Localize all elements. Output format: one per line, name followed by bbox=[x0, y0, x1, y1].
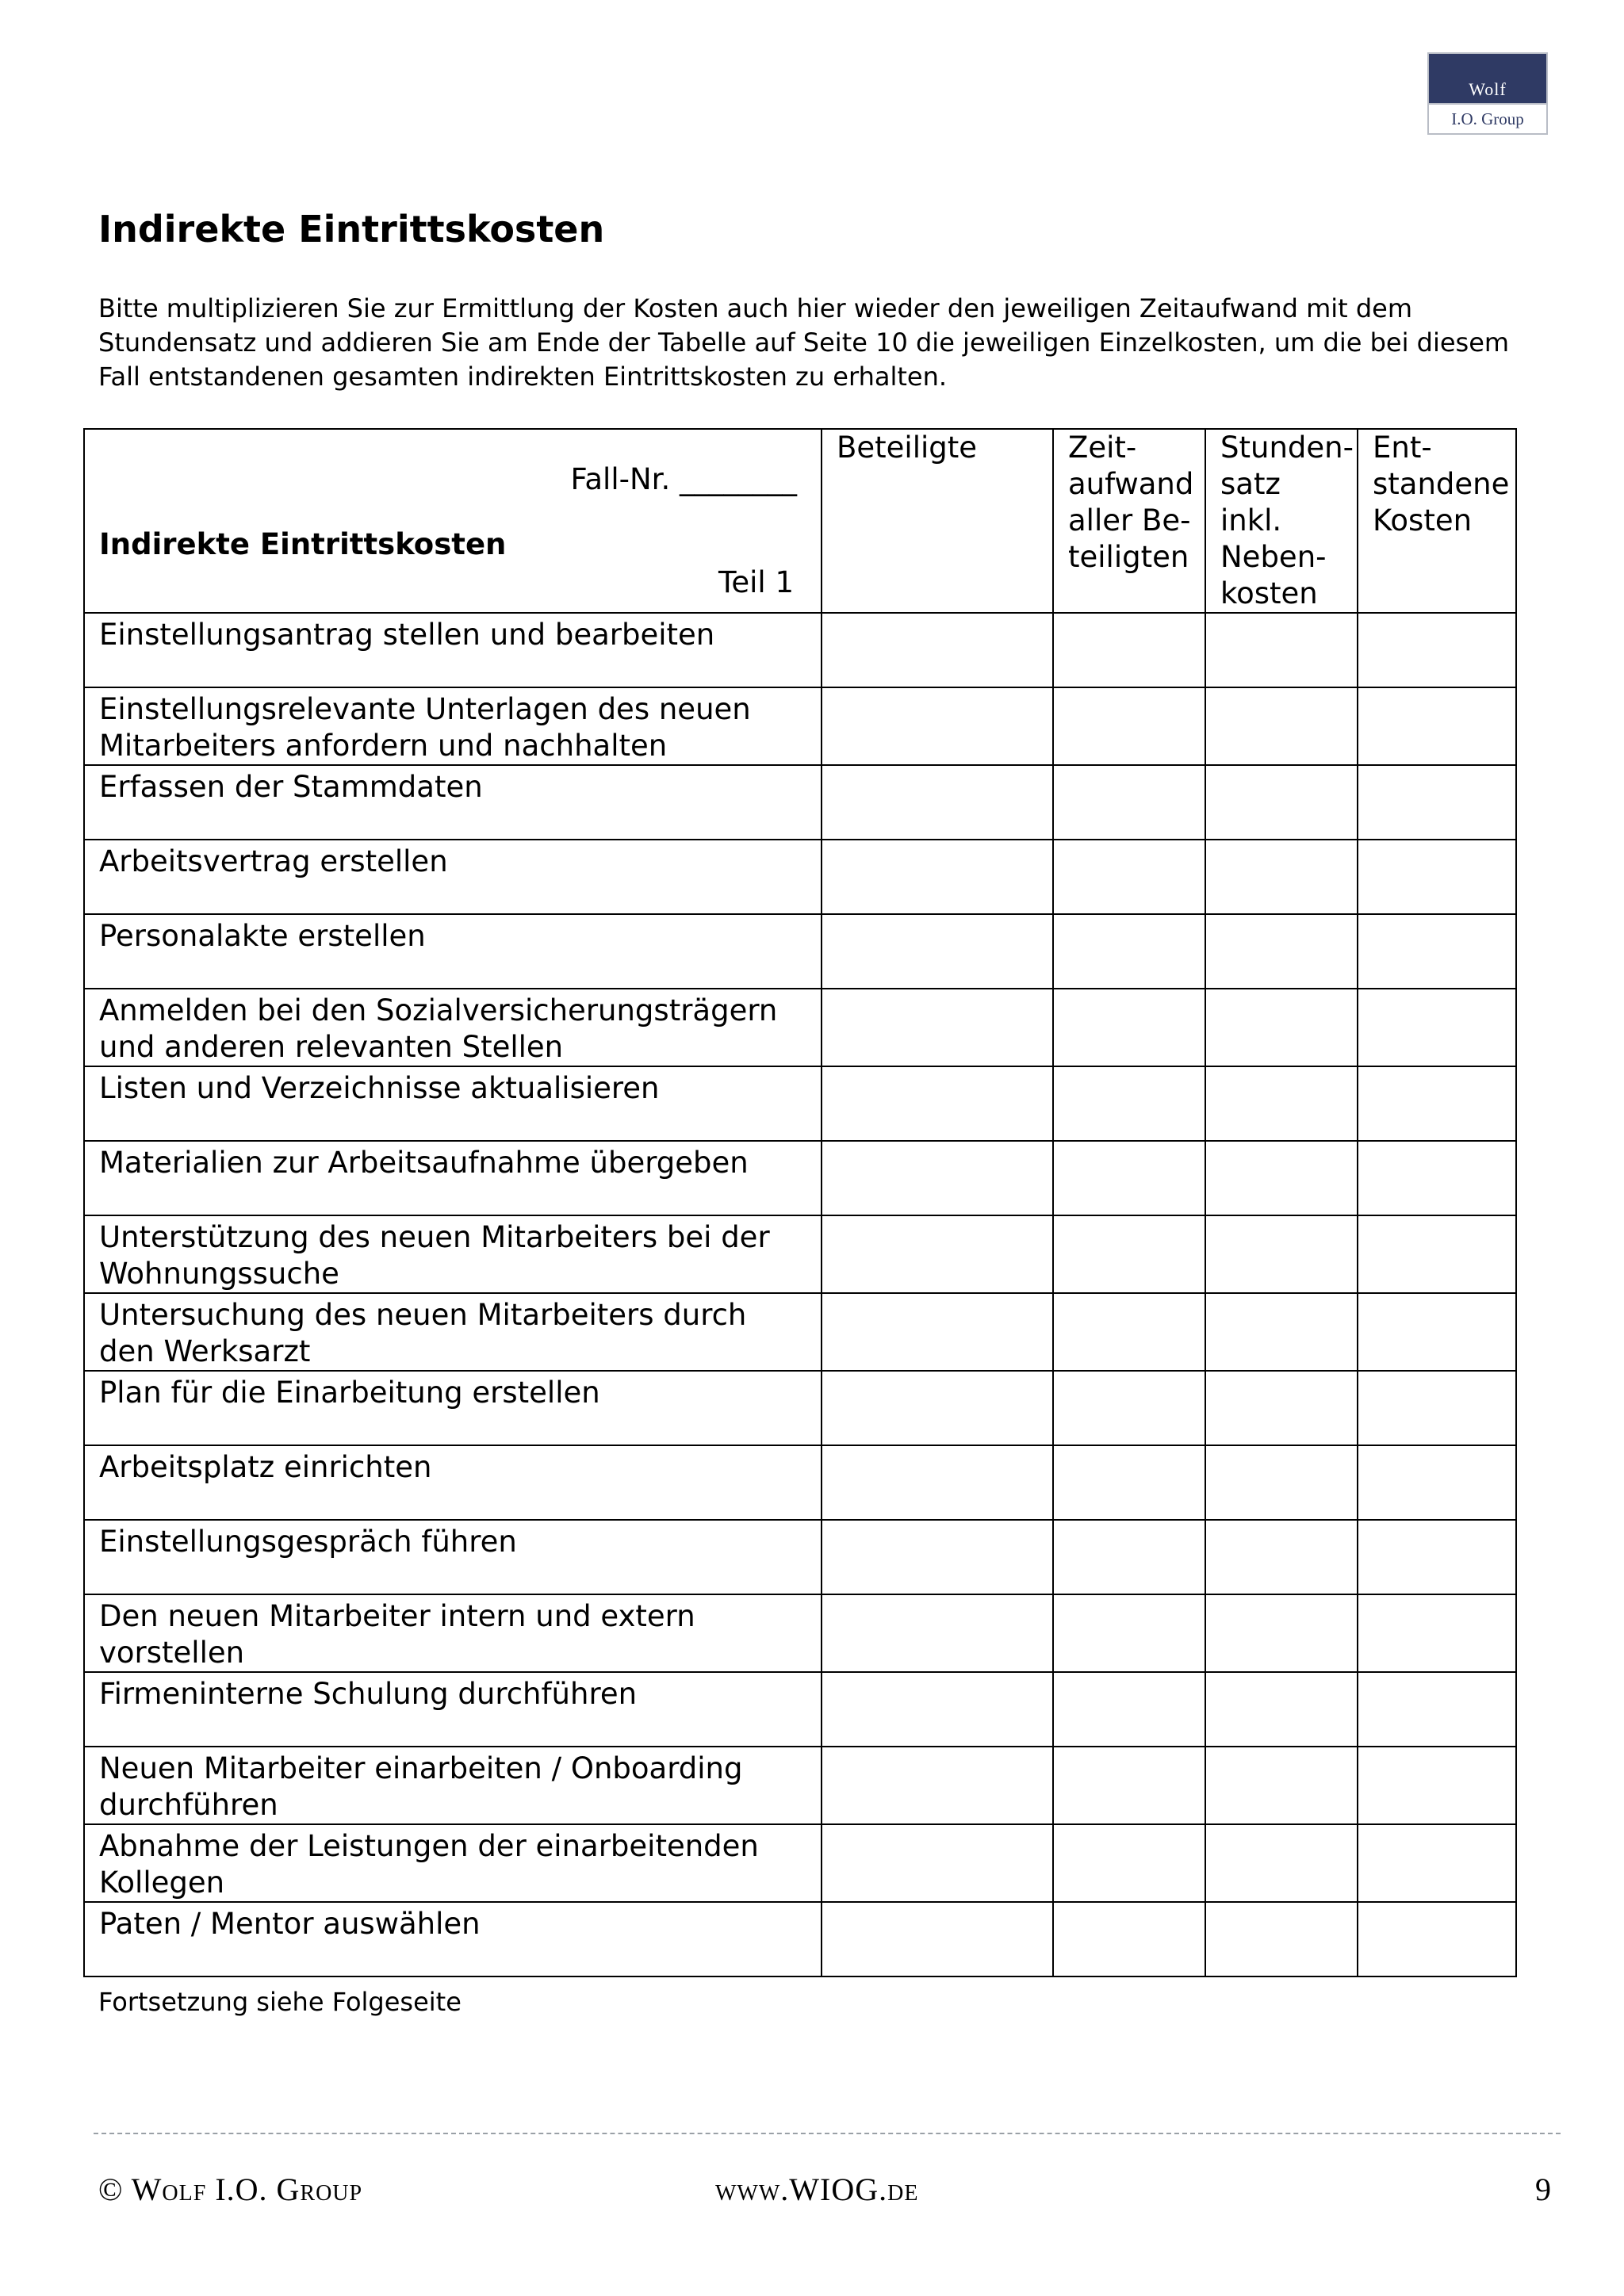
table-row bbox=[84, 765, 1516, 840]
stundensatz-cell[interactable] bbox=[1205, 989, 1358, 1066]
zeitaufwand-cell[interactable] bbox=[1053, 613, 1205, 687]
stundensatz-cell[interactable] bbox=[1205, 1445, 1358, 1520]
beteiligte-cell[interactable] bbox=[822, 613, 1053, 687]
zeitaufwand-cell[interactable] bbox=[1053, 765, 1205, 840]
beteiligte-cell[interactable] bbox=[822, 1594, 1053, 1672]
zeitaufwand-cell[interactable] bbox=[1053, 1902, 1205, 1976]
continuation-note: Fortsetzung siehe Folgeseite bbox=[98, 1987, 462, 2017]
beteiligte-cell[interactable] bbox=[822, 1672, 1053, 1747]
table-row bbox=[84, 914, 1516, 989]
beteiligte-cell[interactable] bbox=[822, 1824, 1053, 1902]
beteiligte-cell[interactable] bbox=[822, 1902, 1053, 1976]
zeitaufwand-cell[interactable] bbox=[1053, 1747, 1205, 1824]
table-row bbox=[84, 840, 1516, 914]
kosten-cell[interactable] bbox=[1358, 1066, 1516, 1141]
stundensatz-cell[interactable] bbox=[1205, 1594, 1358, 1672]
table-row bbox=[84, 1066, 1516, 1141]
row-task-label: Einstellungsgespräch führen bbox=[84, 1520, 822, 1594]
beteiligte-cell[interactable] bbox=[822, 765, 1053, 840]
stundensatz-cell[interactable] bbox=[1205, 687, 1358, 765]
zeitaufwand-cell[interactable] bbox=[1053, 1066, 1205, 1141]
table-row bbox=[84, 1141, 1516, 1215]
row-task-label: Materialien zur Arbeitsaufnahme übergeben bbox=[84, 1141, 822, 1215]
zeitaufwand-cell[interactable] bbox=[1053, 989, 1205, 1066]
table-row bbox=[84, 1824, 1516, 1902]
table-row bbox=[84, 1747, 1516, 1824]
column-header-beteiligte: Beteiligte bbox=[822, 429, 1053, 613]
row-task-label: Erfassen der Stammdaten bbox=[84, 765, 822, 840]
stundensatz-cell[interactable] bbox=[1205, 1293, 1358, 1371]
beteiligte-cell[interactable] bbox=[822, 1141, 1053, 1215]
kosten-cell[interactable] bbox=[1358, 613, 1516, 687]
kosten-cell[interactable] bbox=[1358, 989, 1516, 1066]
kosten-cell[interactable] bbox=[1358, 1520, 1516, 1594]
beteiligte-cell[interactable] bbox=[822, 840, 1053, 914]
kosten-cell[interactable] bbox=[1358, 1594, 1516, 1672]
kosten-cell[interactable] bbox=[1358, 914, 1516, 989]
kosten-cell[interactable] bbox=[1358, 1215, 1516, 1293]
kosten-cell[interactable] bbox=[1358, 1141, 1516, 1215]
kosten-cell[interactable] bbox=[1358, 1672, 1516, 1747]
beteiligte-cell[interactable] bbox=[822, 989, 1053, 1066]
zeitaufwand-cell[interactable] bbox=[1053, 914, 1205, 989]
row-task-label: Personalakte erstellen bbox=[84, 914, 822, 989]
table-row bbox=[84, 1902, 1516, 1976]
column-header-stundensatz: Stunden- satz inkl. Neben- kosten bbox=[1205, 429, 1358, 613]
table-section-title: Indirekte Eintrittskosten bbox=[99, 527, 507, 561]
row-task-label: Anmelden bei den Sozialversicherungsträgern und anderen relevanten Stellen bbox=[84, 989, 822, 1066]
kosten-cell[interactable] bbox=[1358, 1824, 1516, 1902]
table-row bbox=[84, 1445, 1516, 1520]
stundensatz-cell[interactable] bbox=[1205, 1215, 1358, 1293]
cost-table bbox=[83, 428, 1517, 1977]
kosten-cell[interactable] bbox=[1358, 1371, 1516, 1445]
stundensatz-cell[interactable] bbox=[1205, 613, 1358, 687]
beteiligte-cell[interactable] bbox=[822, 1371, 1053, 1445]
intro-text: Bitte multiplizieren Sie zur Ermittlung der Kosten auch hier wieder den jeweiligen Zeitaufwand mit dem Stundensatz und addieren Sie am Ende der Tabelle auf Seite 10 die jeweiligen Einzelkosten, um die bei diesem Fall entstandenen gesamten indirekten Eintrittskosten zu erhalten. bbox=[98, 293, 1510, 392]
row-task-label: Plan für die Einarbeitung erstellen bbox=[84, 1371, 822, 1445]
kosten-cell[interactable] bbox=[1358, 687, 1516, 765]
logo-text-bottom: I.O. Group bbox=[1429, 103, 1546, 133]
row-task-label: Paten / Mentor auswählen bbox=[84, 1902, 822, 1976]
footer-divider bbox=[94, 2133, 1561, 2134]
table-row bbox=[84, 1594, 1516, 1672]
beteiligte-cell[interactable] bbox=[822, 914, 1053, 989]
row-task-label: Untersuchung des neuen Mitarbeiters durch den Werksarzt bbox=[84, 1293, 822, 1371]
kosten-cell[interactable] bbox=[1358, 1445, 1516, 1520]
beteiligte-cell[interactable] bbox=[822, 1215, 1053, 1293]
stundensatz-cell[interactable] bbox=[1205, 840, 1358, 914]
table-row bbox=[84, 1293, 1516, 1371]
kosten-cell[interactable] bbox=[1358, 765, 1516, 840]
kosten-cell[interactable] bbox=[1358, 1902, 1516, 1976]
table-row bbox=[84, 1215, 1516, 1293]
footer-website[interactable]: www.WIOG.de bbox=[715, 2172, 919, 2207]
row-task-label: Einstellungsrelevante Unterlagen des neuen Mitarbeiters anfordern und nachhalten bbox=[84, 687, 822, 765]
beteiligte-cell[interactable] bbox=[822, 1445, 1053, 1520]
stundensatz-cell[interactable] bbox=[1205, 1824, 1358, 1902]
zeitaufwand-cell[interactable] bbox=[1053, 1594, 1205, 1672]
footer-copyright: © Wolf I.O. Group bbox=[98, 2172, 363, 2207]
row-task-label: Unterstützung des neuen Mitarbeiters bei der Wohnungssuche bbox=[84, 1215, 822, 1293]
case-number-field[interactable]: Fall-Nr. ________ bbox=[570, 462, 797, 496]
stundensatz-cell[interactable] bbox=[1205, 1141, 1358, 1215]
kosten-cell[interactable] bbox=[1358, 840, 1516, 914]
table-row bbox=[84, 1520, 1516, 1594]
beteiligte-cell[interactable] bbox=[822, 687, 1053, 765]
beteiligte-cell[interactable] bbox=[822, 1747, 1053, 1824]
stundensatz-cell[interactable] bbox=[1205, 1672, 1358, 1747]
row-task-label: Abnahme der Leistungen der einarbeitenden Kollegen bbox=[84, 1824, 822, 1902]
table-header-row bbox=[84, 429, 1516, 613]
stundensatz-cell[interactable] bbox=[1205, 765, 1358, 840]
row-task-label: Firmeninterne Schulung durchführen bbox=[84, 1672, 822, 1747]
kosten-cell[interactable] bbox=[1358, 1293, 1516, 1371]
company-logo bbox=[1427, 52, 1548, 135]
page-number: 9 bbox=[1535, 2172, 1551, 2207]
column-header-kosten: Ent- standene Kosten bbox=[1358, 429, 1516, 613]
stundensatz-cell[interactable] bbox=[1205, 914, 1358, 989]
zeitaufwand-cell[interactable] bbox=[1053, 1141, 1205, 1215]
kosten-cell[interactable] bbox=[1358, 1747, 1516, 1824]
zeitaufwand-cell[interactable] bbox=[1053, 687, 1205, 765]
table-row bbox=[84, 613, 1516, 687]
row-task-label: Arbeitsvertrag erstellen bbox=[84, 840, 822, 914]
beteiligte-cell[interactable] bbox=[822, 1520, 1053, 1594]
header-cell-title bbox=[84, 429, 822, 613]
zeitaufwand-cell[interactable] bbox=[1053, 1371, 1205, 1445]
zeitaufwand-cell[interactable] bbox=[1053, 1672, 1205, 1747]
beteiligte-cell[interactable] bbox=[822, 1066, 1053, 1141]
row-task-label: Arbeitsplatz einrichten bbox=[84, 1445, 822, 1520]
table-row bbox=[84, 1672, 1516, 1747]
stundensatz-cell[interactable] bbox=[1205, 1902, 1358, 1976]
zeitaufwand-cell[interactable] bbox=[1053, 1293, 1205, 1371]
page-title: Indirekte Eintrittskosten bbox=[98, 208, 605, 251]
row-task-label: Einstellungsantrag stellen und bearbeiten bbox=[84, 613, 822, 687]
stundensatz-cell[interactable] bbox=[1205, 1520, 1358, 1594]
logo-text-top: Wolf bbox=[1429, 54, 1546, 103]
zeitaufwand-cell[interactable] bbox=[1053, 840, 1205, 914]
table-row bbox=[84, 989, 1516, 1066]
table-row bbox=[84, 1371, 1516, 1445]
row-task-label: Neuen Mitarbeiter einarbeiten / Onboarding durchführen bbox=[84, 1747, 822, 1824]
zeitaufwand-cell[interactable] bbox=[1053, 1824, 1205, 1902]
zeitaufwand-cell[interactable] bbox=[1053, 1215, 1205, 1293]
stundensatz-cell[interactable] bbox=[1205, 1747, 1358, 1824]
beteiligte-cell[interactable] bbox=[822, 1293, 1053, 1371]
row-task-label: Listen und Verzeichnisse aktualisieren bbox=[84, 1066, 822, 1141]
row-task-label: Den neuen Mitarbeiter intern und extern vorstellen bbox=[84, 1594, 822, 1672]
stundensatz-cell[interactable] bbox=[1205, 1371, 1358, 1445]
column-header-zeitaufwand: Zeit- aufwand aller Be- teiligten bbox=[1053, 429, 1205, 613]
zeitaufwand-cell[interactable] bbox=[1053, 1520, 1205, 1594]
table-row bbox=[84, 687, 1516, 765]
zeitaufwand-cell[interactable] bbox=[1053, 1445, 1205, 1520]
table-part-label: Teil 1 bbox=[718, 565, 794, 599]
stundensatz-cell[interactable] bbox=[1205, 1066, 1358, 1141]
